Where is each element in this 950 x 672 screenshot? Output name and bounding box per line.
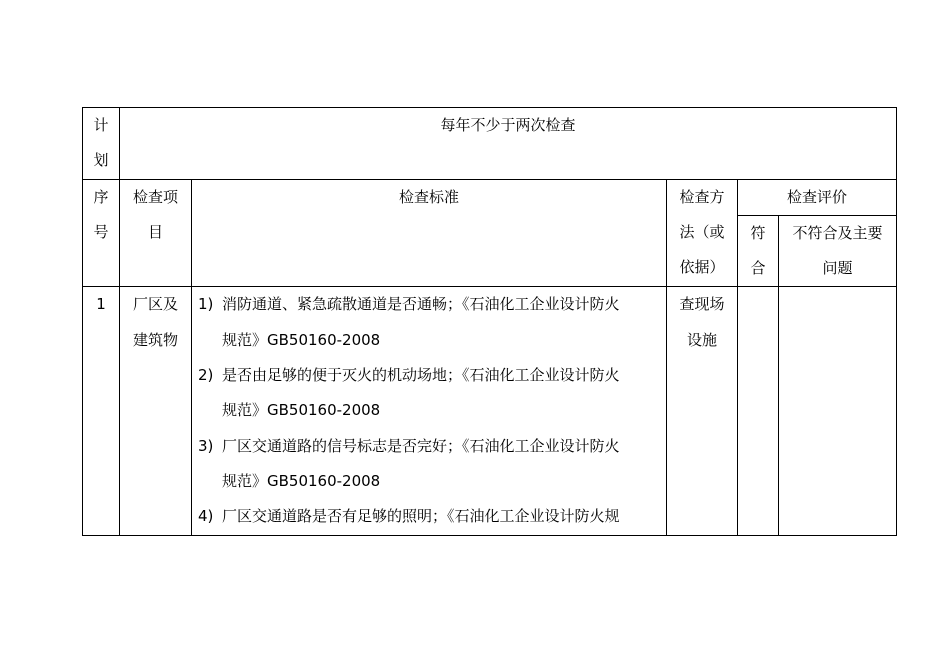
seq-cell — [83, 287, 120, 535]
nonconform-cell — [779, 287, 897, 535]
item-line: 厂区及 — [132, 295, 178, 314]
criterion-line: 规范》GB50160-2008 — [222, 471, 381, 490]
conform-header-cell — [738, 215, 779, 287]
criterion-line: 消防通道、紧急疏散通道是否通畅；《石油化工企业设计防火 — [222, 295, 620, 314]
seq-number: 1 — [96, 295, 106, 314]
plan-row — [83, 108, 897, 180]
criterion-text — [222, 499, 662, 534]
seq-header-char: 号 — [93, 222, 109, 241]
method-header-line: 检查方 — [679, 187, 725, 206]
evaluation-header: 检查评价 — [786, 187, 847, 206]
conform-header-char: 符 — [750, 223, 766, 242]
standard-header: 检查标准 — [398, 187, 459, 206]
method-line: 设施 — [686, 330, 717, 349]
method-header-cell — [667, 179, 738, 287]
item-header-line: 检查项 — [132, 187, 178, 206]
plan-label-char: 划 — [93, 151, 109, 170]
item-header-line: 目 — [147, 222, 163, 241]
item-line: 建筑物 — [132, 330, 178, 349]
item-cell — [120, 287, 192, 535]
seq-header-cell — [83, 179, 120, 287]
criterion-line: 规范》GB50160-2008 — [222, 330, 381, 349]
criterion-number: 3) — [198, 436, 214, 455]
method-cell — [667, 287, 738, 535]
criterion-text — [222, 429, 662, 500]
plan-value: 每年不少于两次检查 — [440, 116, 576, 134]
plan-value-cell — [120, 108, 897, 180]
criterion-line: 厂区交通道路是否有足够的照明；《石油化工企业设计防火规 — [222, 507, 620, 526]
plan-label-char: 计 — [93, 116, 109, 134]
criterion-line: 厂区交通道路的信号标志是否完好；《石油化工企业设计防火 — [222, 436, 620, 455]
header-row — [83, 179, 897, 215]
nonconform-header-cell — [779, 215, 897, 287]
criterion-text — [222, 287, 662, 358]
method-line: 查现场 — [679, 295, 725, 314]
conform-header-char: 合 — [750, 259, 766, 278]
evaluation-header-cell — [738, 179, 897, 215]
criterion-number: 2) — [198, 366, 214, 385]
criterion-item — [198, 358, 662, 429]
standard-header-cell — [192, 179, 667, 287]
nonconform-header-line: 问题 — [822, 259, 853, 278]
conform-cell — [738, 287, 779, 535]
criterion-line: 规范》GB50160-2008 — [222, 401, 381, 420]
criterion-text — [222, 358, 662, 429]
inspection-checklist-table — [82, 107, 897, 536]
table-row — [83, 287, 897, 535]
criterion-number: 1) — [198, 295, 214, 314]
method-header-line: 依据） — [679, 258, 725, 277]
method-header-line: 法（或 — [679, 222, 725, 241]
criterion-line: 是否由足够的便于灭火的机动场地；《石油化工企业设计防火 — [222, 366, 620, 385]
criterion-item — [198, 287, 662, 358]
nonconform-header-line: 不符合及主要 — [792, 223, 883, 242]
criterion-number: 4) — [198, 507, 214, 526]
item-header-cell — [120, 179, 192, 287]
plan-label-cell — [83, 108, 120, 180]
criterion-item — [198, 429, 662, 500]
criterion-item — [198, 499, 662, 534]
criteria-cell — [192, 287, 667, 535]
seq-header-char: 序 — [93, 187, 109, 206]
